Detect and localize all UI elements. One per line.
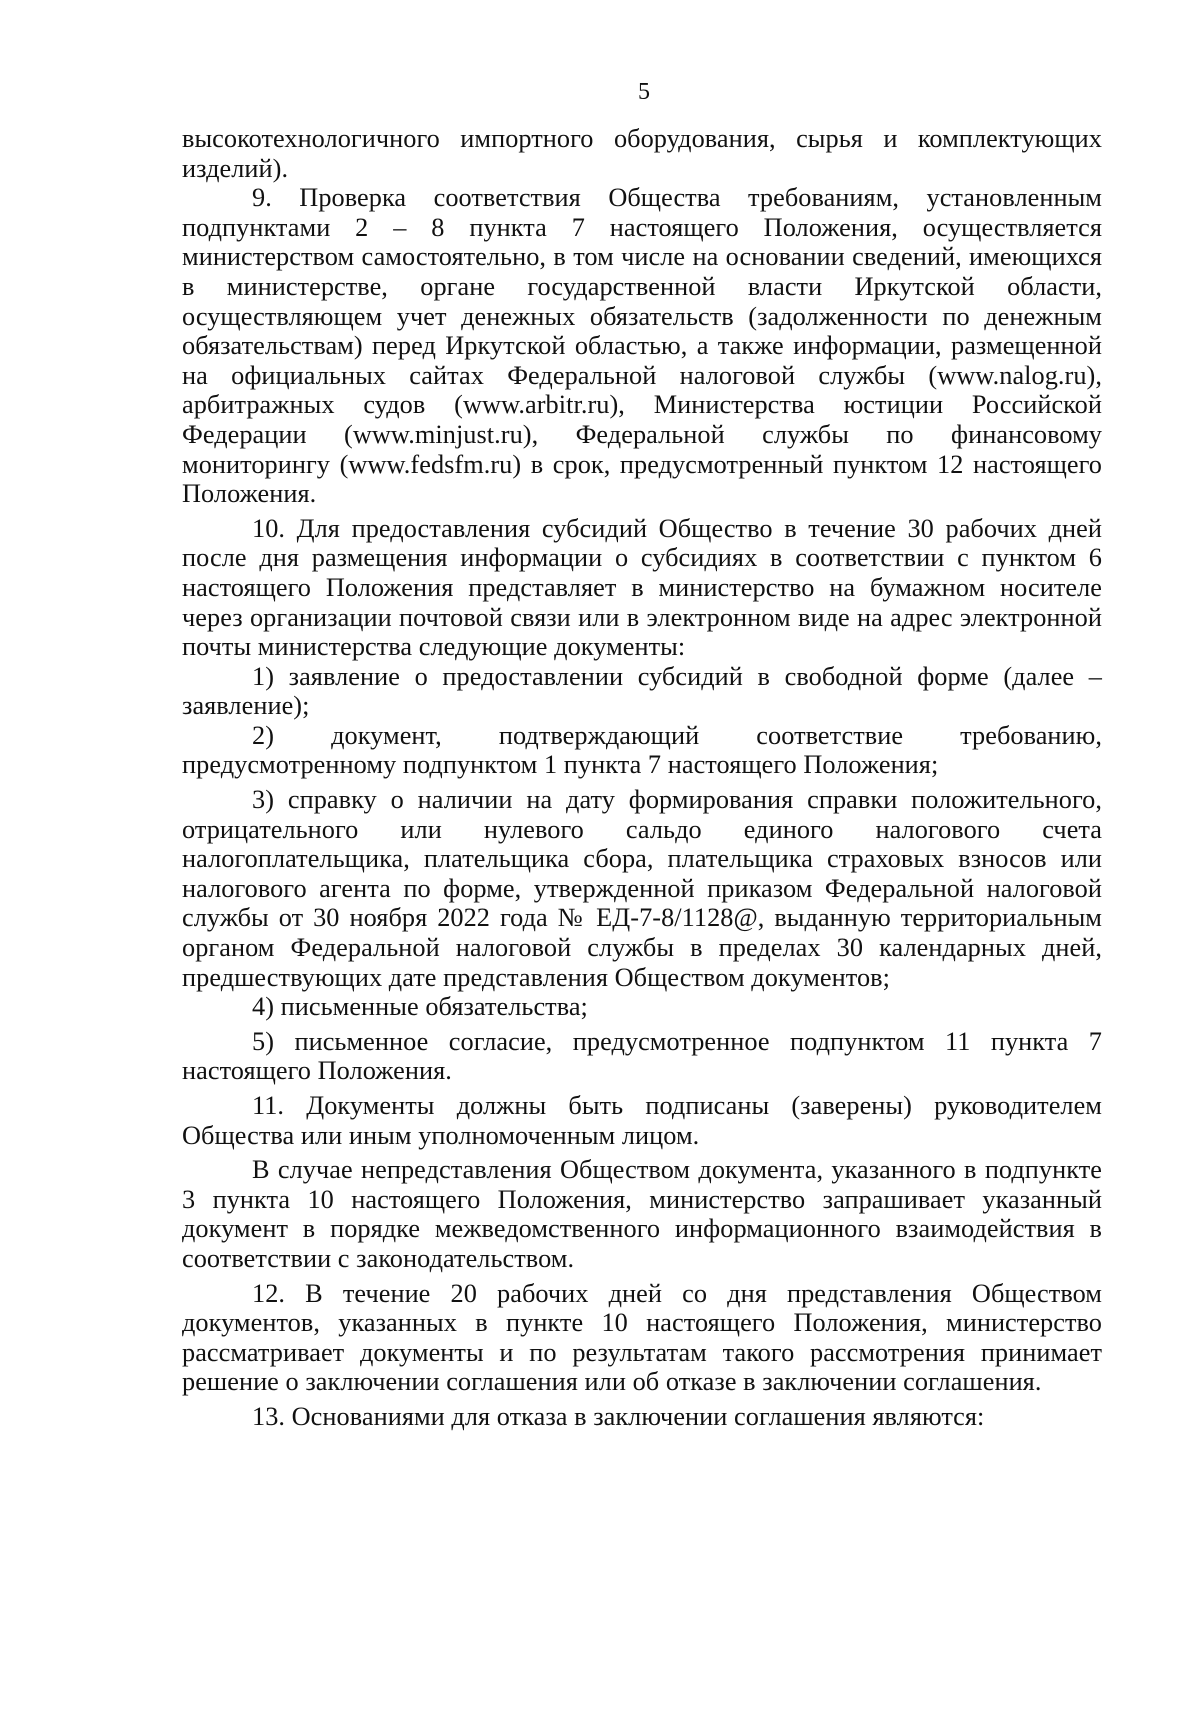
paragraph-item-11: 11. Документы должны быть подписаны (заверены) руководителем Общества или иным уполномоченным лицом. — [182, 1091, 1102, 1150]
paragraph-item-12: 12. В течение 20 рабочих дней со дня представления Обществом документов, указанных в пункте 10 настоящего Положения, министерство рассматривает документы и по результатам такого рассмотрения принимает решение о заключении соглашения или об отказе в заключении соглашения. — [182, 1278, 1102, 1397]
page-number: 5 — [638, 79, 650, 105]
document-body — [182, 124, 1102, 1432]
paragraph-subitem-5: 5) письменное согласие, предусмотренное подпунктом 11 пункта 7 настоящего Положения. — [182, 1026, 1102, 1086]
paragraph-item-10: 10. Для предоставления субсидий Общество в течение 30 рабочих дней после дня размещения информации о субсидиях в соответствии с пунктом 6 настоящего Положения представляет в министерство на бумажном носителе через организации почтовой связи или в электронном виде на адрес электронной почты министерства следующие документы: — [182, 513, 1102, 662]
paragraph-item-9: 9. Проверка соответствия Общества требованиям, установленным подпунктами 2 – 8 пункта 7 настоящего Положения, осуществляется министерством самостоятельно, в том числе на основании сведений, имеющихся в министерстве, органе государственной власти Иркутской области, осуществляющем учет денежных обязательств (задолженности по денежным обязательствам) перед Иркутской областью, а также информации, размещенной на официальных сайтах Федеральной налоговой службы (www.nalog.ru), арбитражных судов (www.arbitr.ru), Министерства юстиции Российской Федерации (www.minjust.ru), Федеральной службы по финансовому мониторингу (www.fedsfm.ru) в срок, предусмотренный пунктом 12 настоящего Положения. — [182, 183, 1102, 509]
paragraph-subitem-4: 4) письменные обязательства; — [252, 992, 588, 1022]
paragraph-subitem-3: 3) справку о наличии на дату формирования справки положительного, отрицательного или нулевого сальдо единого налогового счета налогоплательщика, плательщика сбора, плательщика страховых взносов или налогового агента по форме, утвержденной приказом Федеральной налоговой службы от 30 ноября 2022 года № ЕД-7-8/1128@, выданную территориальным органом Федеральной налоговой службы в пределах 30 календарных дней, предшествующих дате представления Обществом документов; — [182, 785, 1102, 992]
paragraph-continuation: высокотехнологичного импортного оборудования, сырья и комплектующих изделий). — [182, 124, 1102, 183]
paragraph-subitem-1: 1) заявление о предоставлении субсидий в свободной форме (далее – заявление); — [182, 661, 1102, 721]
paragraph-item-13: 13. Основаниями для отказа в заключении соглашения являются: — [252, 1401, 985, 1431]
paragraph-subitem-2: 2) документ, подтверждающий соответствие требованию, предусмотренному подпунктом 1 пункта 7 настоящего Положения; — [182, 720, 1102, 780]
paragraph-item-11-continued: В случае непредставления Обществом документа, указанного в подпункте 3 пункта 10 настоящего Положения, министерство запрашивает указанный документ в порядке межведомственного информационного взаимодействия в соответствии с законодательством. — [182, 1155, 1102, 1273]
